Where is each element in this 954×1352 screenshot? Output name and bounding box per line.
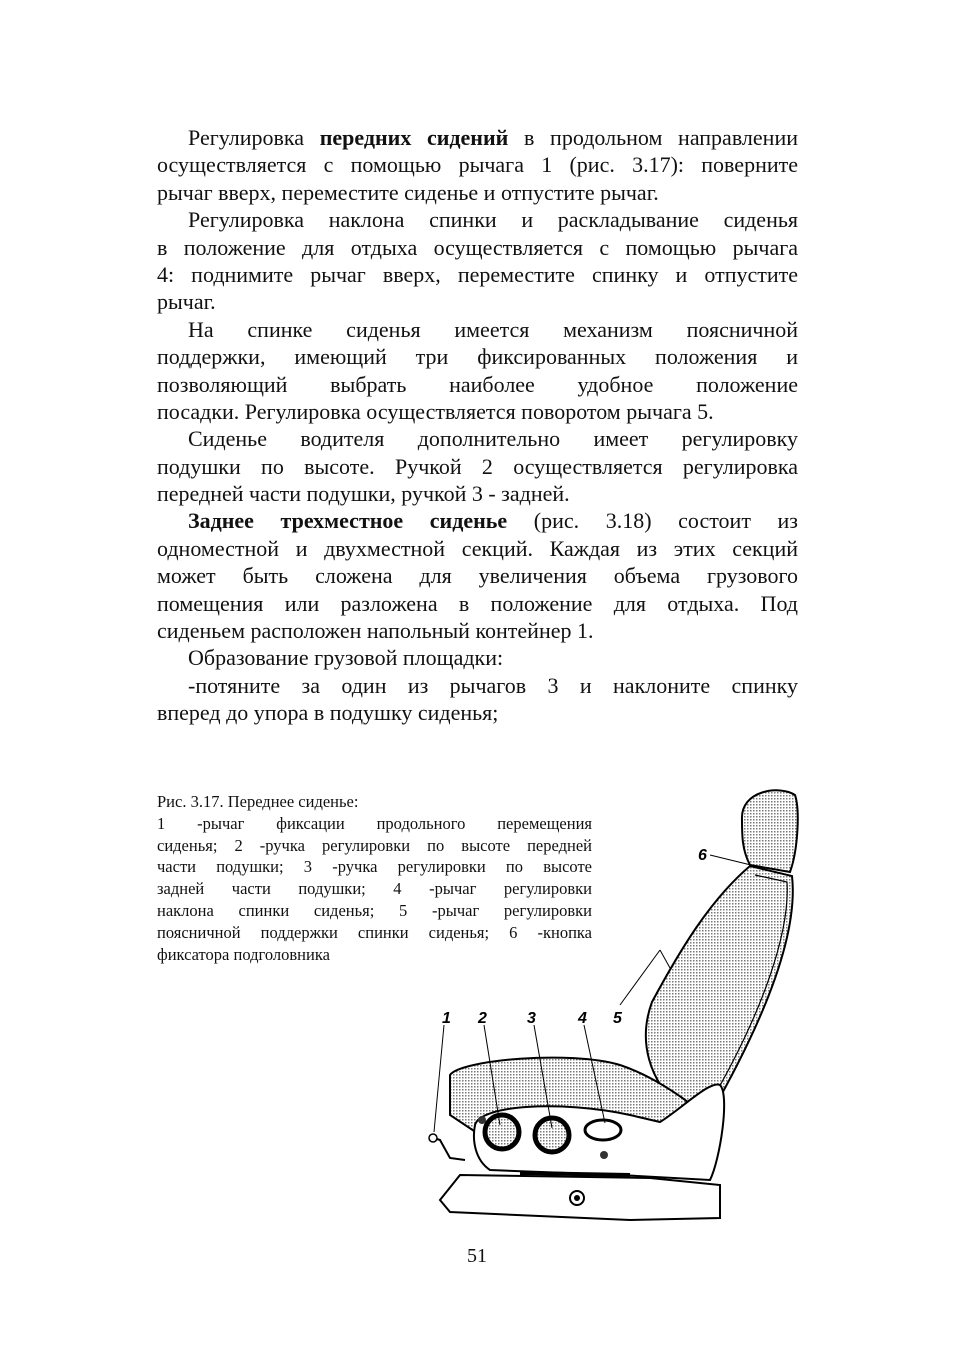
headrest bbox=[742, 790, 798, 872]
text-segment: Регулировка наклона спинки и раскладывание сиденья bbox=[188, 207, 798, 233]
caption-line: фиксатора подголовника bbox=[157, 944, 330, 964]
text-segment: (рис. 3.18) состоит из bbox=[507, 508, 798, 534]
caption-line: поясничной поддержки спинки сиденья; 6 -кнопка bbox=[157, 922, 592, 942]
text-line bbox=[157, 617, 798, 644]
text-segment: одноместной и двухместной секций. Каждая из этих секций bbox=[157, 535, 798, 561]
caption-line: задней части подушки; 4 -рычаг регулировки bbox=[157, 879, 592, 899]
knob-front-height bbox=[485, 1115, 519, 1149]
label-5: 5 bbox=[613, 1010, 622, 1027]
text-line bbox=[157, 371, 798, 398]
text-line bbox=[157, 507, 798, 534]
text-line bbox=[157, 425, 798, 452]
bold-term: передних сидений bbox=[319, 125, 509, 150]
text-segment: рычаг вверх, переместите сиденье и отпустите рычаг. bbox=[157, 179, 659, 205]
label-2: 2 bbox=[478, 1010, 487, 1027]
caption-title: Рис. 3.17. Переднее сиденье: bbox=[157, 792, 359, 811]
text-line bbox=[157, 480, 798, 507]
text-segment: позволяющий выбрать наиболее удобное положение bbox=[157, 371, 798, 397]
text-segment: в положение для отдыха осуществляется с помощью рычага bbox=[157, 234, 798, 260]
text-line bbox=[157, 179, 798, 206]
text-line bbox=[157, 316, 798, 343]
bold-term: Заднее трехместное сиденье bbox=[188, 508, 508, 534]
page-number: 51 bbox=[467, 1245, 487, 1267]
text-segment: помещения или разложена в положение для отдыха. Под bbox=[157, 590, 798, 616]
text-segment: может быть сложена для увеличения объема грузового bbox=[157, 563, 798, 589]
text-line bbox=[157, 535, 798, 562]
text-segment: осуществляется с помощью рычага 1 (рис. 3.17): поверните bbox=[157, 152, 798, 178]
text-segment: вперед до упора в подушку сиденья; bbox=[157, 700, 499, 726]
text-line bbox=[157, 288, 798, 315]
text-line bbox=[157, 234, 798, 261]
text-segment: Образование грузовой площадки: bbox=[188, 645, 504, 671]
body-text bbox=[157, 124, 798, 727]
text-segment: -потяните за один из рычагов 3 и наклоните спинку bbox=[188, 672, 798, 698]
text-segment: рычаг. bbox=[157, 289, 216, 315]
text-segment: посадки. Регулировка осуществляется поворотом рычага 5. bbox=[157, 398, 714, 424]
text-segment: Сиденье водителя дополнительно имеет регулировку bbox=[188, 426, 798, 452]
text-segment: в продольном направлении bbox=[508, 125, 798, 150]
text-line bbox=[157, 124, 798, 151]
text-line bbox=[157, 453, 798, 480]
text-segment: сиденьем расположен напольный контейнер 1. bbox=[157, 618, 594, 644]
text-segment: поддержки, имеющий три фиксированных положения и bbox=[157, 344, 798, 370]
text-line bbox=[157, 562, 798, 589]
caption-line: части подушки; 3 -ручка регулировки по высоте bbox=[157, 857, 592, 877]
text-segment: передней части подушки, ручкой 3 - задней. bbox=[157, 481, 570, 507]
text-line bbox=[157, 699, 798, 726]
label-1: 1 bbox=[442, 1010, 451, 1027]
backrest bbox=[646, 866, 793, 1115]
text-line bbox=[157, 590, 798, 617]
caption-line: 1 -рычаг фиксации продольного перемещения bbox=[157, 813, 592, 833]
fore-aft-lever bbox=[434, 1138, 465, 1160]
text-segment: На спинке сиденья имеется механизм поясничной bbox=[188, 316, 798, 342]
caption-line: наклона спинки сиденья; 5 -рычаг регулировки bbox=[157, 900, 592, 920]
text-line bbox=[157, 261, 798, 288]
text-line bbox=[157, 206, 798, 233]
text-line bbox=[157, 343, 798, 370]
text-segment: 4: поднимите рычаг вверх, переместите спинку и отпустите bbox=[157, 261, 798, 287]
seat-illustration bbox=[420, 780, 820, 1230]
text-line bbox=[157, 644, 798, 671]
label-6: 6 bbox=[698, 847, 707, 864]
label-3: 3 bbox=[527, 1010, 536, 1027]
front-seat-drawing bbox=[420, 780, 820, 1230]
text-segment: подушки по высоте. Ручкой 2 осуществляется регулировка bbox=[157, 453, 798, 479]
recline-lever bbox=[585, 1120, 621, 1140]
text-line bbox=[157, 398, 798, 425]
text-line bbox=[157, 151, 798, 178]
caption-line: сиденья; 2 -ручка регулировки по высоте передней bbox=[157, 835, 592, 855]
knob-rear-height bbox=[535, 1118, 569, 1152]
label-4: 4 bbox=[578, 1010, 587, 1027]
text-segment: Регулировка bbox=[188, 125, 320, 150]
text-line bbox=[157, 672, 798, 699]
